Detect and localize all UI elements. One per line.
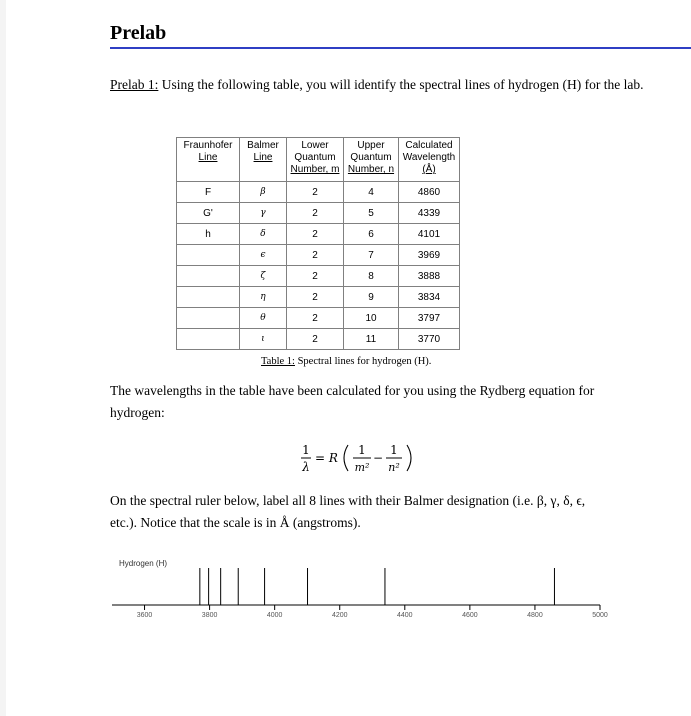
header-line: Number, m bbox=[290, 164, 340, 175]
ruler-label: Hydrogen (H) bbox=[119, 559, 168, 568]
header-line: Balmer bbox=[247, 140, 279, 151]
table-header-cell bbox=[399, 138, 460, 182]
table-cell-upper: 9 bbox=[344, 287, 399, 308]
title-divider bbox=[110, 47, 691, 49]
prelab-body: Using the following table, you will identify the spectral lines of hydrogen (H) for the lab. bbox=[161, 77, 644, 92]
table-row bbox=[177, 224, 460, 245]
equation-equals-r: = R bbox=[315, 451, 338, 465]
table-cell-wavelength: 4101 bbox=[399, 224, 460, 245]
table-cell-balmer: η bbox=[240, 287, 287, 308]
table-header-cell bbox=[344, 138, 399, 182]
table-header-cell bbox=[240, 138, 287, 182]
equation-n2: n² bbox=[388, 461, 400, 474]
header-line: Lower bbox=[301, 140, 329, 151]
ruler-tick-label: 3600 bbox=[136, 612, 153, 619]
table-cell-fraunhofer bbox=[177, 287, 240, 308]
table-cell-balmer: γ bbox=[240, 203, 287, 224]
table-cell-upper: 5 bbox=[344, 203, 399, 224]
table-cell-balmer: θ bbox=[240, 308, 287, 329]
table-cell-upper: 11 bbox=[344, 329, 399, 350]
equation-one-b: 1 bbox=[390, 443, 398, 457]
table-cell-wavelength: 3888 bbox=[399, 266, 460, 287]
equation-m2: m² bbox=[354, 461, 370, 474]
equation-one-a: 1 bbox=[358, 443, 366, 457]
table-cell-fraunhofer bbox=[177, 266, 240, 287]
equation-left-paren bbox=[344, 445, 348, 471]
header-line: Fraunhofer bbox=[183, 140, 233, 151]
table-cell-lower: 2 bbox=[287, 266, 344, 287]
header-line: Line bbox=[253, 152, 273, 163]
table-cell-wavelength: 4860 bbox=[399, 182, 460, 203]
table-cell-lower: 2 bbox=[287, 245, 344, 266]
table-cell-fraunhofer bbox=[177, 308, 240, 329]
table-cell-lower: 2 bbox=[287, 224, 344, 245]
equation-minus: − bbox=[372, 451, 384, 465]
table-row bbox=[177, 182, 460, 203]
table-cell-lower: 2 bbox=[287, 182, 344, 203]
table-cell-balmer: ι bbox=[240, 329, 287, 350]
prelab-instructions bbox=[110, 73, 670, 96]
table-cell-upper: 4 bbox=[344, 182, 399, 203]
table-row bbox=[177, 203, 460, 224]
spectral-lines-table bbox=[176, 137, 460, 350]
caption-text: Spectral lines for hydrogen (H). bbox=[297, 356, 432, 367]
table-body bbox=[177, 182, 460, 350]
ruler-tick-label: 4200 bbox=[331, 612, 348, 619]
caption-label: Table 1: bbox=[261, 356, 295, 367]
rydberg-intro-paragraph: The wavelengths in the table have been calculated for you using the Rydberg equation for hydrogen: bbox=[110, 383, 595, 420]
table-cell-fraunhofer: G' bbox=[177, 203, 240, 224]
table-cell-upper: 7 bbox=[344, 245, 399, 266]
table-cell-lower: 2 bbox=[287, 308, 344, 329]
header-line: Wavelength bbox=[402, 152, 456, 163]
table-cell-lower: 2 bbox=[287, 329, 344, 350]
table-cell-balmer: β bbox=[240, 182, 287, 203]
table-cell-wavelength: 4339 bbox=[399, 203, 460, 224]
table-header-cell bbox=[177, 138, 240, 182]
equation-right-paren bbox=[407, 445, 411, 471]
header-line: (Å) bbox=[422, 164, 436, 175]
ruler-tick-label: 5000 bbox=[592, 612, 608, 619]
header-line: Calculated bbox=[405, 140, 453, 151]
header-line: Number, n bbox=[347, 164, 395, 175]
header-line: Upper bbox=[357, 140, 385, 151]
table-row bbox=[177, 245, 460, 266]
equation-one-lhs: 1 bbox=[302, 443, 310, 457]
table-cell-lower: 2 bbox=[287, 203, 344, 224]
prelab-label: Prelab 1: bbox=[110, 77, 159, 92]
table-row bbox=[177, 266, 460, 287]
header-line: Line bbox=[198, 152, 218, 163]
rydberg-equation bbox=[298, 437, 438, 479]
spectral-ruler bbox=[0, 560, 691, 620]
table-cell-fraunhofer: F bbox=[177, 182, 240, 203]
ruler-tick-label: 3800 bbox=[201, 612, 218, 619]
table-cell-lower: 2 bbox=[287, 287, 344, 308]
table-row bbox=[177, 308, 460, 329]
table-cell-fraunhofer bbox=[177, 245, 240, 266]
equation-lambda: λ bbox=[302, 460, 310, 474]
table-cell-fraunhofer: h bbox=[177, 224, 240, 245]
ruler-instructions-paragraph: On the spectral ruler below, label all 8 lines with their Balmer designation (i.e. β, γ, δ, ϵ, etc.). Notice that the scale is in Å (angstroms). bbox=[110, 493, 586, 530]
header-line: Quantum bbox=[350, 152, 392, 163]
table-cell-balmer: ζ bbox=[240, 266, 287, 287]
ruler-tick-label: 4600 bbox=[462, 612, 478, 619]
ruler-tick-label: 4000 bbox=[266, 612, 283, 619]
table-header-cell bbox=[287, 138, 344, 182]
table-cell-upper: 10 bbox=[344, 308, 399, 329]
table-cell-wavelength: 3834 bbox=[399, 287, 460, 308]
table-cell-wavelength: 3797 bbox=[399, 308, 460, 329]
ruler-tick-label: 4400 bbox=[397, 612, 413, 619]
ruler-tick-label: 4800 bbox=[527, 612, 543, 619]
table-cell-wavelength: 3770 bbox=[399, 329, 460, 350]
table-cell-upper: 8 bbox=[344, 266, 399, 287]
header-line: Quantum bbox=[294, 152, 336, 163]
table-cell-wavelength: 3969 bbox=[399, 245, 460, 266]
table-row bbox=[177, 329, 460, 350]
table-row bbox=[177, 287, 460, 308]
table-cell-upper: 6 bbox=[344, 224, 399, 245]
table-cell-fraunhofer bbox=[177, 329, 240, 350]
table-cell-balmer: ϵ bbox=[240, 245, 287, 266]
table-cell-balmer: δ bbox=[240, 224, 287, 245]
table-caption bbox=[261, 356, 431, 367]
page-title: Prelab bbox=[110, 22, 167, 44]
table-header-row bbox=[177, 138, 460, 182]
